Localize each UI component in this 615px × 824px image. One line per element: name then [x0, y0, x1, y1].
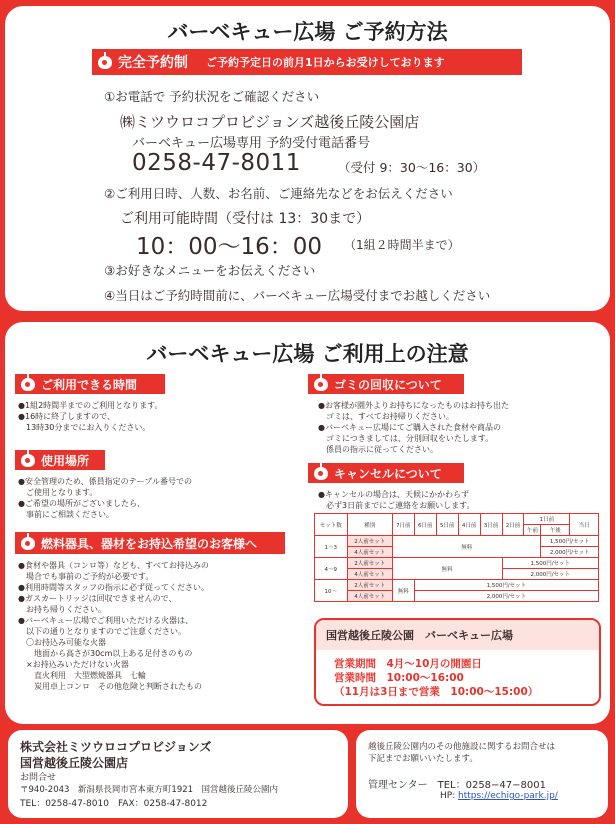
available-note: （1組２時間半まで）	[344, 238, 460, 252]
time-item: 13時30分までにお入りください。	[18, 423, 151, 432]
footer-note1: 越後丘陵公園内のその他施設に関するお問合せは	[368, 742, 556, 752]
fuel-item: ×お持込みいただけない火器	[18, 660, 129, 669]
footer-hp-link[interactable]: https://echigo-park.jp/	[458, 791, 558, 801]
fee-header: 5日前	[436, 514, 458, 536]
fee-kind: 4人前セット	[347, 569, 392, 580]
fuel-item: ●食材や器具（コンロ等）なども、すべてお持込みの	[18, 561, 209, 570]
garbage-item: ゴミは、すべてお持帰りください。	[318, 412, 454, 421]
fee-subheader: 午後	[541, 525, 570, 536]
fee-free: 無料	[392, 558, 502, 580]
footer-center: 管理センター TEL：0258−47−8001	[368, 780, 546, 791]
cancel-fee-table	[314, 513, 599, 602]
fee-header: 6日前	[414, 514, 436, 536]
fee-subheader: 午前	[524, 525, 541, 536]
garbage-item: ●バーベキュー広場にてご購入された食材や商品の	[318, 423, 501, 432]
fuel-header: 燃料器具、器材をお持込希望のお客様へ	[15, 532, 285, 554]
fee-kind: 2人前セット	[347, 580, 392, 591]
fee-header: 種別	[347, 514, 392, 536]
time-item: ●16時に終了しますので、	[18, 412, 115, 421]
fuel-item: お持ち帰りください。	[18, 605, 106, 614]
fuel-item: 直火利用 大型燃焼器具 七輪	[18, 671, 146, 680]
apple-icon	[98, 56, 112, 69]
fuel-item: ●ガスカートリッジは回収できませんので、	[18, 594, 177, 603]
step1: ①お電話で 予約状況をご確認ください	[104, 89, 320, 104]
place-item: ●ご希望の場所がございましたら、	[18, 499, 145, 508]
footer-company: 株式会社ミツウロコプロビジョンズ	[20, 740, 212, 754]
footer-address: 〒940-2043 新潟県長岡市宮本東方町1921 国営越後丘陵公園内	[20, 785, 279, 795]
garbage-item: ●お客様が園外よりお持ちになったものはお持ち出た	[318, 401, 509, 410]
place-item: ご使用となります。	[18, 488, 98, 497]
available-label: ご利用可能時間（受付は 13：30まで）	[120, 211, 371, 227]
fee-group: 4〜9	[315, 558, 348, 580]
fee-kind: 2人前セット	[347, 558, 392, 569]
fuel-item: 以下の通りとなりますのでご注意ください。	[18, 627, 186, 636]
apple-icon	[314, 378, 328, 391]
fuel-item: 〇お持込み可能な火器	[18, 638, 106, 647]
shop-name: ㈱ミツウロコプロビジョンズ越後丘陵公園店	[120, 113, 420, 131]
apple-icon	[314, 467, 328, 480]
fee-after: 1,500円/セット	[502, 558, 598, 569]
phone-number[interactable]: 0258-47-8011	[132, 150, 301, 176]
footer-contact-label: お問合せ	[20, 773, 57, 783]
fuel-item: 地面から高さが30cm以上ある足付きのもの	[18, 649, 193, 658]
cancel-item: 必ず3日前までにご連絡をお願いします。	[318, 501, 475, 510]
time-item: ●1組2時間半までのご利用となります。	[18, 401, 163, 410]
apple-icon	[21, 378, 35, 391]
time-header: ご利用できる時間	[15, 374, 165, 394]
system-label: 完全予約制	[118, 55, 188, 71]
fee-free: 無料	[392, 580, 414, 602]
reservation-system-bar	[92, 49, 522, 75]
season-period: 営業期間 4月〜10月の開園日	[334, 658, 482, 670]
fee-header: 4日前	[458, 514, 480, 536]
fuel-item: ●バーベキュー広場でご利用いただける火器は、	[18, 616, 193, 625]
phone-hours: （受付 9：30〜16：30）	[338, 160, 486, 175]
step3: ③お好きなメニューをお伝えください	[104, 263, 316, 278]
apple-icon	[21, 537, 35, 550]
season-title: 国営越後丘陵公園 バーベキュー広場	[326, 629, 513, 642]
fee-after: 2,000円/セット	[414, 591, 598, 602]
fee-after: 2,000円/セット	[541, 547, 599, 558]
fee-after: 1,500円/セット	[541, 536, 599, 547]
footer-tel-fax: TEL：0258-47-8010 FAX：0258-47-8012	[20, 799, 208, 809]
garbage-item: 係員の指示に従ってください。	[318, 445, 438, 454]
reservation-title: バーベキュー広場 ご予約方法	[167, 20, 448, 44]
place-item: ●安全管理のため、係員指定のテーブル番号での	[18, 477, 192, 486]
place-header: 使用場所	[15, 450, 105, 470]
fuel-item: ●利用時間等スタッフの指示に必ず従ってください。	[18, 583, 209, 592]
cancel-header: キャンセルについて	[308, 463, 464, 483]
fee-after: 2,000円/セット	[502, 569, 598, 580]
garbage-header: ゴミの回収について	[308, 374, 464, 394]
footer-branch: 国営越後丘陵公園店	[20, 756, 129, 770]
fee-header: 7日前	[392, 514, 414, 536]
fee-after: 1,500円/セット	[414, 580, 598, 591]
fuel-item: 炭用卓上コンロ その他危険と判断されたもの	[18, 682, 202, 691]
cancel-item: ●キャンセルの場合は、天候にかかわらず	[318, 490, 469, 499]
fee-header: 1日前	[524, 514, 570, 525]
step2: ②ご利用日時、人数、お名前、ご連絡先などをお伝えください	[104, 186, 453, 201]
fee-group: 1〜3	[315, 536, 348, 558]
fee-kind: 4人前セット	[347, 547, 392, 558]
season-note: （11月は3日まで営業 10:00〜15:00）	[334, 686, 539, 698]
notes-title: バーベキュー広場 ご利用上の注意	[146, 342, 469, 366]
fuel-item: 場合でも事前のご予約が必要です。	[18, 572, 154, 581]
fee-header: 3日前	[480, 514, 502, 536]
system-note: ご予約予定日の前月1日からお受けしております	[206, 56, 445, 69]
step4: ④当日はご予約時間前に、バーベキュー広場受付までお越しください	[104, 288, 491, 303]
place-item: 事前にご相談ください。	[18, 510, 114, 519]
season-hours: 営業時間 10:00〜16:00	[334, 672, 464, 684]
fee-group: 10〜	[315, 580, 348, 602]
available-time: 10：00〜16：00	[136, 234, 323, 260]
phone-label: バーベキュー広場専用 予約受付電話番号	[132, 136, 371, 151]
fee-header: セット数	[315, 514, 348, 536]
fee-kind: 4人前セット	[347, 591, 392, 602]
fee-header: 当日	[570, 514, 599, 536]
footer-note2: 下記までお願いいたします。	[368, 754, 478, 764]
footer-hp-label: HP:	[440, 791, 456, 801]
fee-kind: 2人前セット	[347, 536, 392, 547]
apple-icon	[21, 454, 35, 467]
garbage-item: ゴミにつきましては、分別回収をいたします。	[318, 434, 494, 443]
fee-header: 2日前	[502, 514, 524, 536]
fee-free: 無料	[392, 536, 541, 558]
